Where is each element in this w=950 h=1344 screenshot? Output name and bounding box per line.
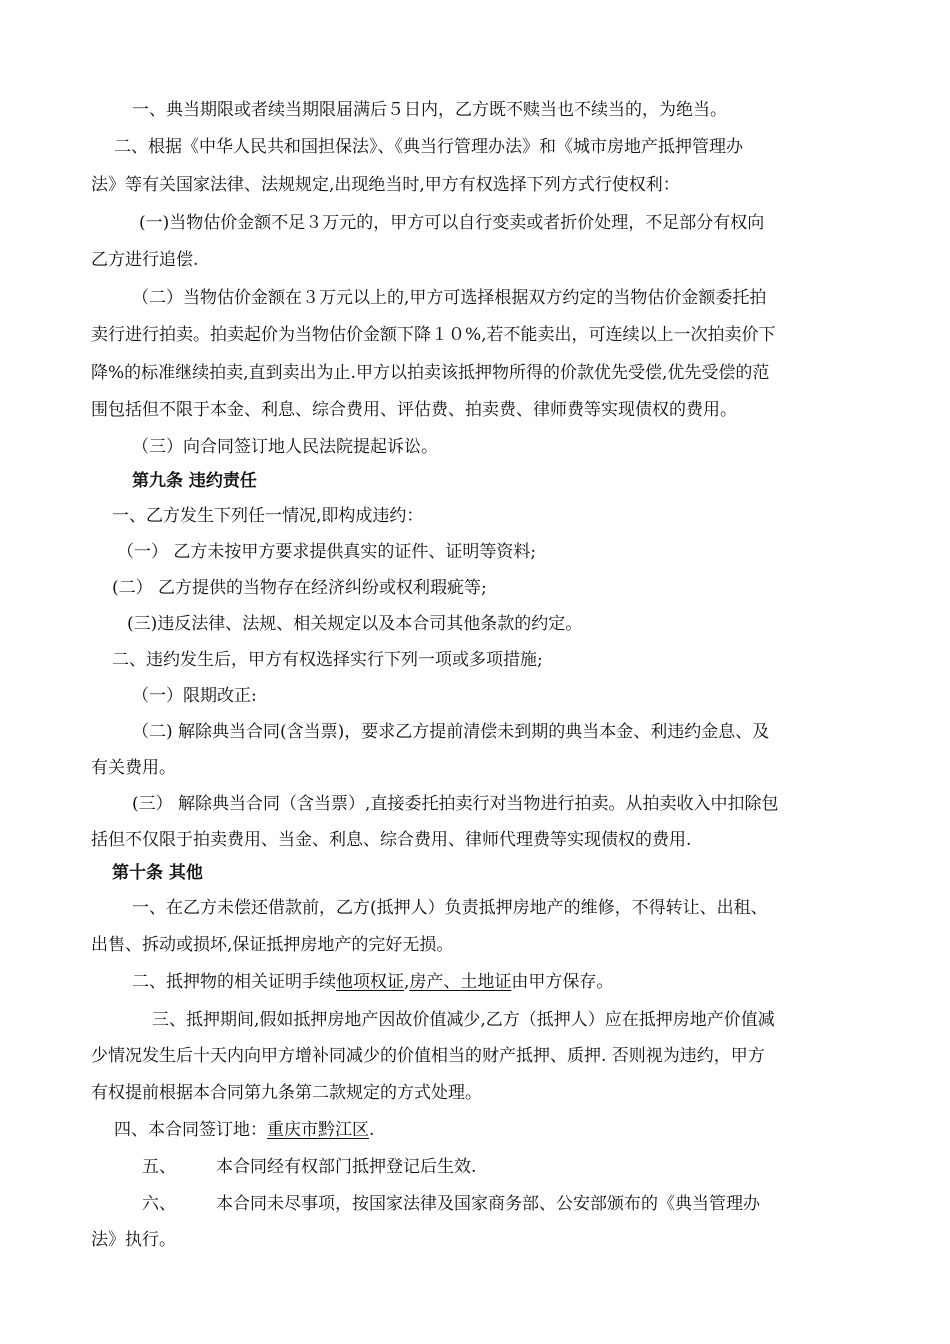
text-line: 一、在乙方未偿还借款前，乙方(抵押人）负责抵押房地产的维修，不得转让、出租、 [132, 898, 768, 918]
section-heading: 第九条 违约责任 [132, 471, 257, 491]
text-line: 本合同经有权部门抵押登记后生效. [216, 1157, 477, 1177]
text-line: 法》等有关国家法律、法规规定,出现绝当时,甲方有权选择下列方式行使权利： [91, 175, 680, 195]
text-line: (二） 乙方提供的当物存在经济纠纷或权利瑕疵等; [112, 578, 487, 598]
text-line: 出售、拆动或损坏,保证抵押房地产的完好无损。 [91, 935, 454, 955]
text-line: （一）限期改正: [132, 686, 257, 706]
text-span: , [404, 972, 410, 992]
text-line: 少情况发生后十天内向甲方增补同减少的价值相当的财产抵押、质押. 否则视为违约，甲方 [91, 1046, 765, 1066]
text-line: 卖行进行拍卖。拍卖起价为当物估价金额下降１０%,若不能卖出，可连续以上一次拍卖价下 [91, 325, 776, 345]
text-line: （一） 乙方未按甲方要求提供真实的证件、证明等资料; [117, 542, 537, 562]
text-line: 括但不仅限于拍卖费用、当金、利息、综合费用、律师代理费等实现债权的费用. [91, 830, 692, 850]
text-line: （二) 解除典当合同(含当票)，要求乙方提前清偿未到期的典当本金、利违约金息、及 [132, 722, 770, 742]
underlined-text: 他项权证 [336, 972, 404, 992]
text-line: 有权提前根据本合同第九条第二款规定的方式处理。 [91, 1083, 482, 1103]
text-line: 一、典当期限或者续当期限届满后５日内，乙方既不赎当也不续当的，为绝当。 [132, 100, 727, 120]
text-line: 二、根据《中华人民共和国担保法》、《典当行管理办法》和《城市房地产抵押管理办 [114, 137, 743, 157]
text-line [114, 1119, 374, 1141]
text-line: 有关费用。 [91, 758, 176, 778]
text-line: (一)当物估价金额不足３万元的，甲方可以自行变卖或者折价处理，不足部分有权向 [139, 213, 765, 233]
text-line: 降%的标准继续拍卖,直到卖出为止.甲方以拍卖该抵押物所得的价款优先受偿,优先受偿的范 [91, 363, 770, 383]
text-line: 乙方进行追偿. [91, 250, 199, 270]
section-heading: 第十条 其他 [112, 863, 203, 883]
text-line: 三、抵押期间,假如抵押房地产因故价值减少,乙方（抵押人）应在抵押房地产价值减 [152, 1010, 775, 1030]
text-line: （三）向合同签订地人民法院提起诉讼。 [132, 437, 438, 457]
text-line: 法》执行。 [91, 1230, 176, 1250]
text-line: 二、违约发生后，甲方有权选择实行下列一项或多项措施; [112, 650, 543, 670]
text-span: . [369, 1120, 375, 1140]
item-number: 五、 [142, 1157, 176, 1177]
text-line [132, 971, 613, 993]
text-line: (三） 解除典当合同（含当票）,直接委托拍卖行对当物进行拍卖。从拍卖收入中扣除包 [132, 794, 779, 814]
text-span: 二、抵押物的相关证明手续 [132, 972, 336, 992]
text-line: (三)违反法律、法规、相关规定以及本合司其他条款的约定。 [127, 614, 583, 634]
item-number: 六、 [142, 1194, 176, 1214]
text-line: 围包括但不限于本金、利息、综合费用、评估费、拍卖费、律师费等实现债权的费用。 [91, 400, 737, 420]
text-line: （二）当物估价金额在３万元以上的,甲方可选择根据双方约定的当物估价金额委托拍 [132, 288, 767, 308]
text-span: 四、本合同签订地： [114, 1120, 267, 1140]
text-span: 由甲方保存。 [511, 972, 614, 992]
underlined-text: 房产、土地证 [409, 972, 512, 992]
text-line: 一、乙方发生下列任一情况,即构成违约： [112, 506, 424, 526]
underlined-text: 重庆市黔江区 [267, 1120, 369, 1140]
text-line: 本合同未尽事项，按国家法律及国家商务部、公安部颁布的《典当管理办 [216, 1194, 760, 1214]
